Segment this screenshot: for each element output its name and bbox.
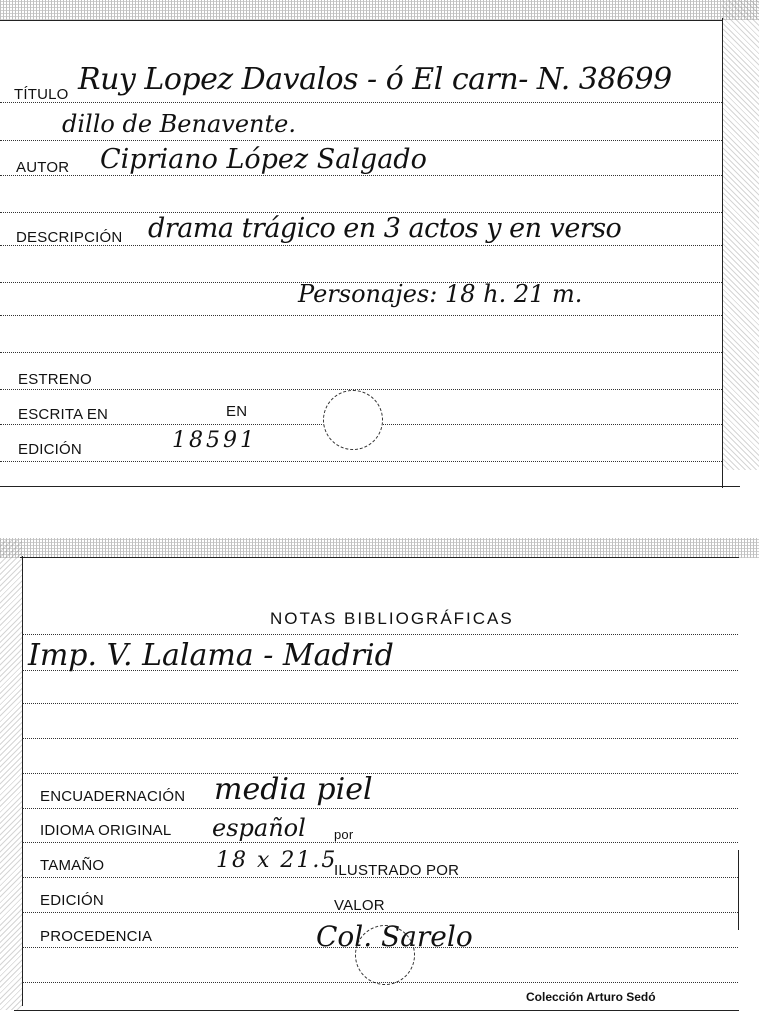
rule-line <box>22 703 738 704</box>
rule-line <box>0 315 722 316</box>
idioma-handwriting: español <box>212 814 306 842</box>
rule-line <box>22 773 738 774</box>
card-1-bottom-border <box>0 486 740 487</box>
card-1-top-border <box>0 20 722 21</box>
collection-footer: Colección Arturo Sedó <box>526 990 656 1004</box>
notas-bibliograficas-heading: NOTAS BIBLIOGRÁFICAS <box>270 609 514 628</box>
idioma-original-label: IDIOMA ORIGINAL <box>40 822 172 839</box>
rule-line <box>22 808 738 809</box>
procedencia-handwriting: Col. Sarelo <box>316 920 473 953</box>
tamano-label: TAMAÑO <box>40 857 105 874</box>
encuadernacion-handwriting: media piel <box>214 772 373 807</box>
punch-hole <box>355 925 415 985</box>
card-2-right-border <box>738 850 739 930</box>
en-label: EN <box>226 403 248 420</box>
notas-handwriting: Imp. V. Lalama - Madrid <box>28 638 394 673</box>
titulo-handwriting-line1: Ruy Lopez Davalos - ó El carn- N. 38699 <box>78 62 672 97</box>
procedencia-label: PROCEDENCIA <box>40 928 153 945</box>
scan-noise-right <box>722 0 759 470</box>
edicion-label: EDICIÓN <box>18 441 82 458</box>
card-2-left-border <box>22 556 23 1006</box>
autor-label: AUTOR <box>16 159 70 176</box>
rule-line <box>0 389 722 390</box>
titulo-handwriting-line2: dillo de Benavente. <box>62 110 296 138</box>
catalog-card-1 <box>0 0 759 495</box>
estreno-label: ESTRENO <box>18 371 92 388</box>
autor-handwriting: Cipriano López Salgado <box>100 144 427 175</box>
ilustrado-por-label: ILUSTRADO POR <box>334 862 460 879</box>
rule-line <box>0 102 722 103</box>
descripcion-handwriting-line1: drama trágico en 3 actos y en verso <box>148 213 622 244</box>
punch-hole <box>323 390 383 450</box>
rule-line <box>0 352 722 353</box>
card-1-right-border <box>722 18 723 488</box>
tamano-handwriting: 18 x 21.5 <box>216 848 338 873</box>
rule-line <box>22 738 738 739</box>
edicion-label-2: EDICIÓN <box>40 892 104 909</box>
edicion-handwriting: 18591 <box>172 428 257 453</box>
card-2-bottom-border <box>14 1010 739 1011</box>
por-label: por <box>334 827 354 842</box>
escrita-en-label: ESCRITA EN <box>18 406 109 423</box>
descripcion-label: DESCRIPCIÓN <box>16 229 123 246</box>
rule-line <box>22 842 738 843</box>
rule-line <box>22 634 738 635</box>
card-2-top-border <box>20 557 739 558</box>
encuadernacion-label: ENCUADERNACIÓN <box>40 788 186 805</box>
scan-noise-top <box>0 0 759 20</box>
valor-label: VALOR <box>334 897 385 914</box>
titulo-label: TÍTULO <box>14 86 69 103</box>
rule-line <box>0 140 722 141</box>
rule-line <box>0 175 722 176</box>
rule-line <box>0 461 722 462</box>
descripcion-handwriting-line2: Personajes: 18 h. 21 m. <box>298 280 583 308</box>
